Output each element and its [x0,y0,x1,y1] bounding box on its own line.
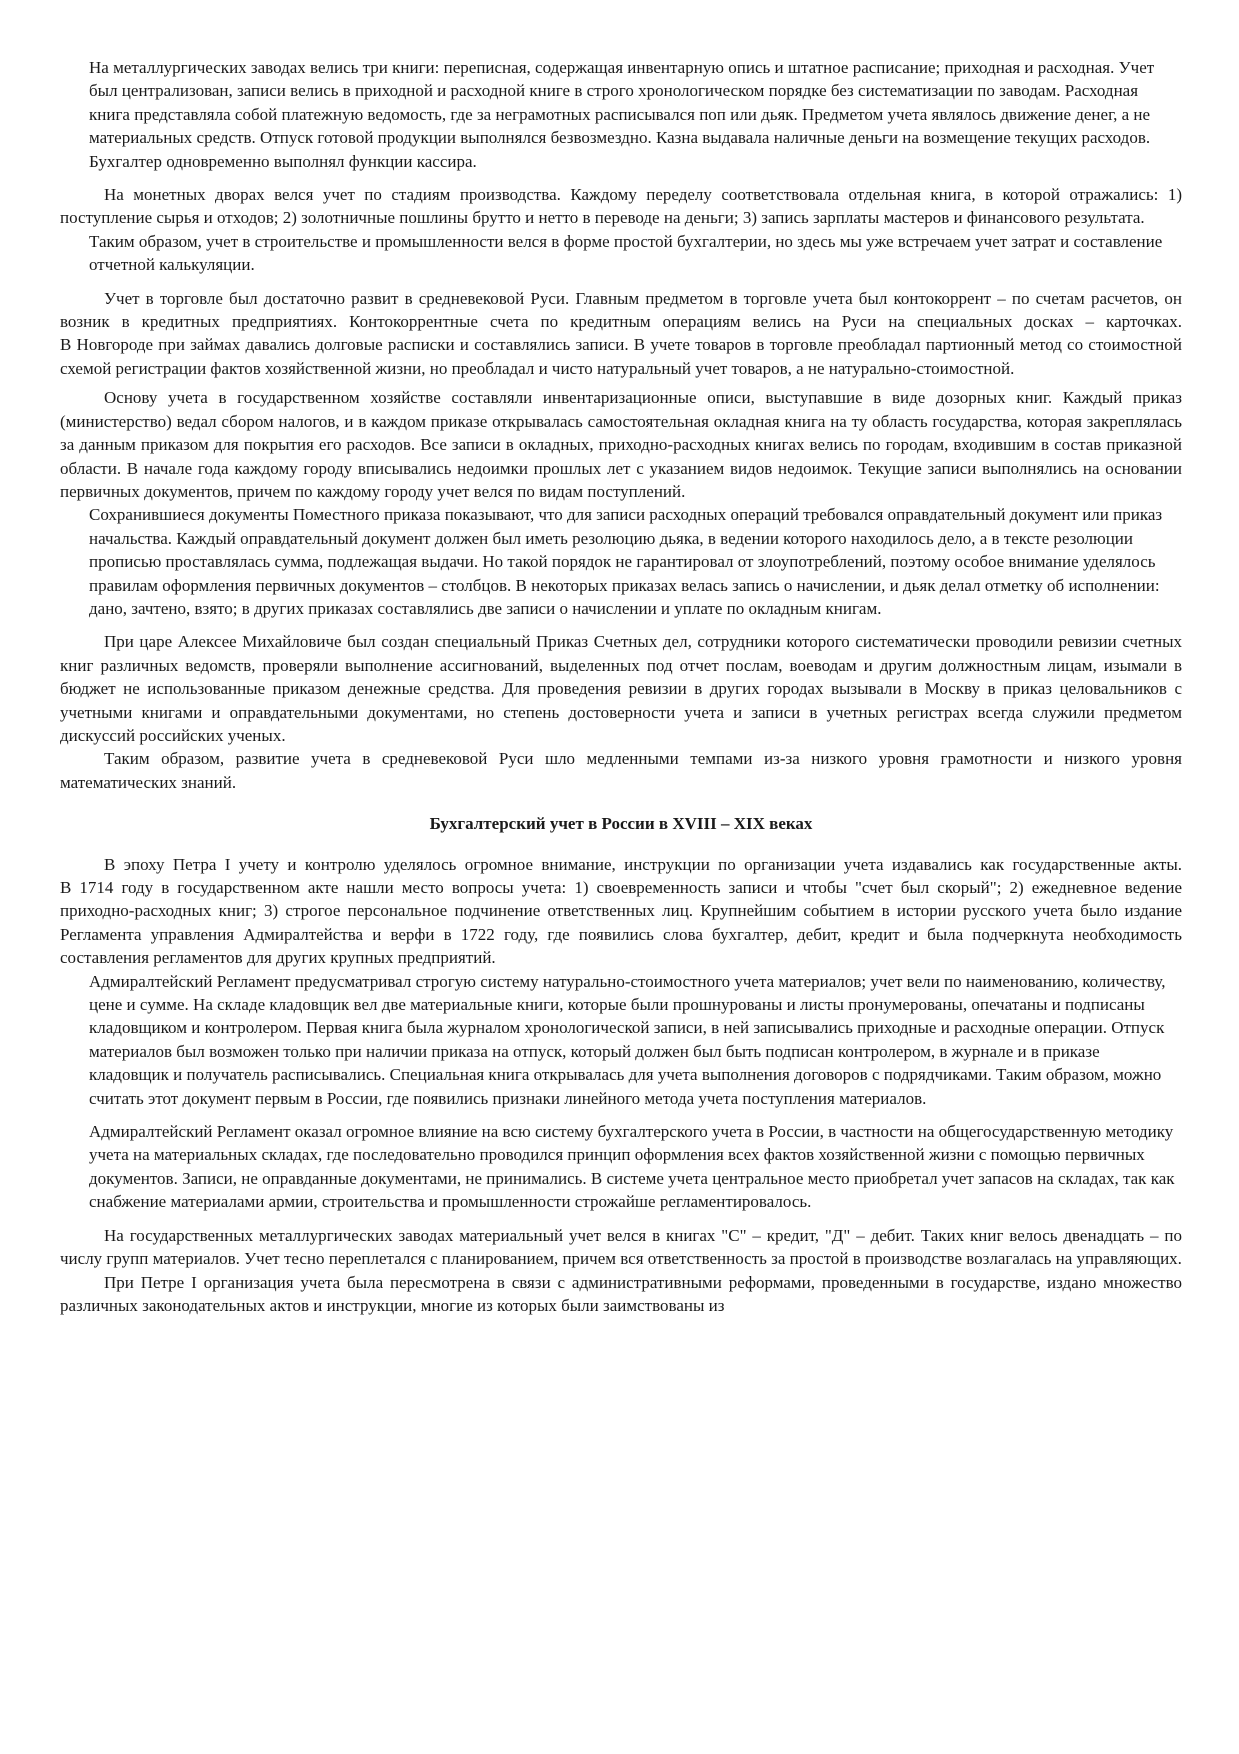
document-page [60,56,1182,1317]
paragraph-tsar-alexei: При царе Алексее Михайловиче был создан специальный Приказ Счетных дел, сотрудники которого систематически проводили ревизии счетных книг различных ведомств, проверяли выполнение ассигнований, выделенных под отчет послам, воеводам и другим должностным лицам, изымали в бюджет не использованные приказом денежные средства. Для проведения ревизии в других городах вызывали в Москву в приказ целовальников с учетными книгами и оправдательными документами, но степень достоверности учета и записи в учетных регистрах всегда служили предметом дискуссий российских ученых. [60,632,1182,745]
section-heading: Бухгалтерский учет в России в XVIII – XIX веках [429,814,813,834]
paragraph-pomestny-prikaz: Сохранившиеся документы Поместного приказа показывают, что для записи расходных операций требовался оправдательный документ или приказ начальства. Каждый оправдательный документ должен был иметь резолюцию дьяка, в ведении которого находилось дело, а в тексте резолюции прописью проставлялась сумма, подлежащая выдачи. Но такой порядок не гарантировал от злоупотреблений, поэтому особое внимание уделялось правилам оформления первичных документов – столбцов. В некоторых приказах велась запись о начислении, и дьяк делал отметку об исполнении: дано, зачтено, взято; в других приказах составлялись две записи о начислении и уплате по окладным книгам. [89,505,1163,618]
paragraph-state-metallurgy: На государственных металлургических заводах материальный учет велся в книгах "С" – кредит, "Д" – дебит. Таких книг велось двенадцать – по числу групп материалов. Учет тесно переплетался с планированием, причем вся ответственность за простой в производстве возлагалась на управляющих. [60,1225,1182,1269]
paragraph-1714-act: В 1714 году в государственном акте нашли место вопросы учета: 1) своевременность записи и чтобы "счет был скорый"; 2) ежедневное ведение приходно-расходных книг; 3) строгое персональное подчинение ответственных лиц. Крупнейшим событием в истории русского учета было издание Регламента управления Адмиралтейства и верфи в 1722 году, где появились слова бухгалтер, дебит, кредит и была подчеркнута необходимость составления регламентов для других крупных предприятий. [60,878,1182,968]
paragraph-metallurgical-books: На металлургических заводах велись три книги: переписная, содержащая инвентарную опись и штатное расписание; приходная и расходная. Учет был централизован, записи велись в приходной и расходной книге в строго хронологическом порядке без систематизации по заводам. Расходная книга представляла собой платежную ведомость, где за неграмотных расписывался поп или дьяк. Предметом учета являлось движение денег, а не материальных средств. Отпуск готовой продукции выполнялся безвозмездно. Казна выдавала наличные деньги на возмещение текущих расходов. Бухгалтер одновременно выполнял функции кассира. [89,58,1155,171]
paragraph-reglament-influence: Адмиралтейский Регламент оказал огромное влияние на всю систему бухгалтерского учета в России, в частности на общегосударственную методику учета на материальных складах, где последовательно проводился принцип оформления всех фактов хозяйственной жизни с помощью первичных документов. Записи, не оправданные документами, не принимались. В системе учета центральное место приобретал учет запасов на складах, так как снабжение материалами армии, строительства и промышленности строжайше регламентировалось. [89,1122,1175,1212]
paragraph-simple-bookkeeping: Таким образом, учет в строительстве и промышленности велся в форме простой бухгалтерии, но здесь мы уже встречаем учет затрат и составление отчетной калькуляции. [89,231,1163,275]
paragraph-novgorod: В Новгороде при займах давались долговые расписки и составлялись записи. В учете товаров в торговле преобладал партионный метод со стоимостной схемой регистрации фактов хозяйственной жизни, но преобладал и чисто натуральный учет товаров, а не натурально-стоимостной. [60,335,1182,378]
paragraph-medieval-conclusion: Таким образом, развитие учета в средневековой Руси шло медленными темпами из-за низкого уровня грамотности и низкого уровня математических знаний. [60,749,1182,792]
paragraph-mints: На монетных дворах велся учет по стадиям производства. Каждому переделу соответствовала отдельная книга, в которой отражались: 1) поступление сырья и отходов; 2) золотничные пошлины брутто и нетто в переводе на деньги; 3) запись зарплаты мастеров и финансового результата. [60,185,1182,228]
paragraph-admiralty-reglament: Адмиралтейский Регламент предусматривал строгую систему натурально-стоимостного учета материалов; учет вели по наименованию, количеству, цене и сумме. На складе кладовщик вел две материальные книги, которые были прошнурованы и листы пронумерованы, опечатаны и подписаны кладовщиком и контролером. Первая книга была журналом хронологической записи, в ней записывались приходные и расходные операции. Отпуск материалов был возможен только при наличии приказа на отпуск, который должен был быть подписан контролером, в журнале и в приказе кладовщик и получатель расписывались. Специальная книга открывалась для учета выполнения договоров с подрядчиками. Таким образом, можно считать этот документ первым в России, где появились признаки линейного метода учета поступления материалов. [89,971,1166,1108]
paragraph-trade-accounting: Учет в торговле был достаточно развит в средневековой Руси. Главным предметом в торговле учета был контокоррент – по счетам расчетов, он возник в кредитных предприятиях. Контокоррентные счета по кредитным операциям велись на Руси на специальных досках – карточках. [60,288,1182,332]
paragraph-peter-reforms: При Петре I организация учета была пересмотрена в связи с административными реформами, проведенными в государстве, издано множество различных законодательных актов и инструкции, многие из которых были заимствованы из [60,1272,1182,1315]
paragraph-state-economy: Основу учета в государственном хозяйстве составляли инвентаризационные описи, выступавшие в виде дозорных книг. Каждый приказ (министерство) ведал сбором налогов, и в каждом приказе открывалась самостоятельная окладная книга на ту область государства, которая закреплялась за данным приказом для покрытия его расходов. Все записи в окладных, приходно-расходных книгах велись по городам, входившим в состав приказной области. В начале года каждому городу вписывались недоимки прошлых лет с указанием видов недоимок. Текущие записи выполнялись на основании первичных документов, причем по каждому городу учет велся по видам поступлений. [60,388,1182,501]
paragraph-peter-era: В эпоху Петра I учету и контролю уделялось огромное внимание, инструкции по организации учета издавались как государственные акты. [104,854,1182,874]
